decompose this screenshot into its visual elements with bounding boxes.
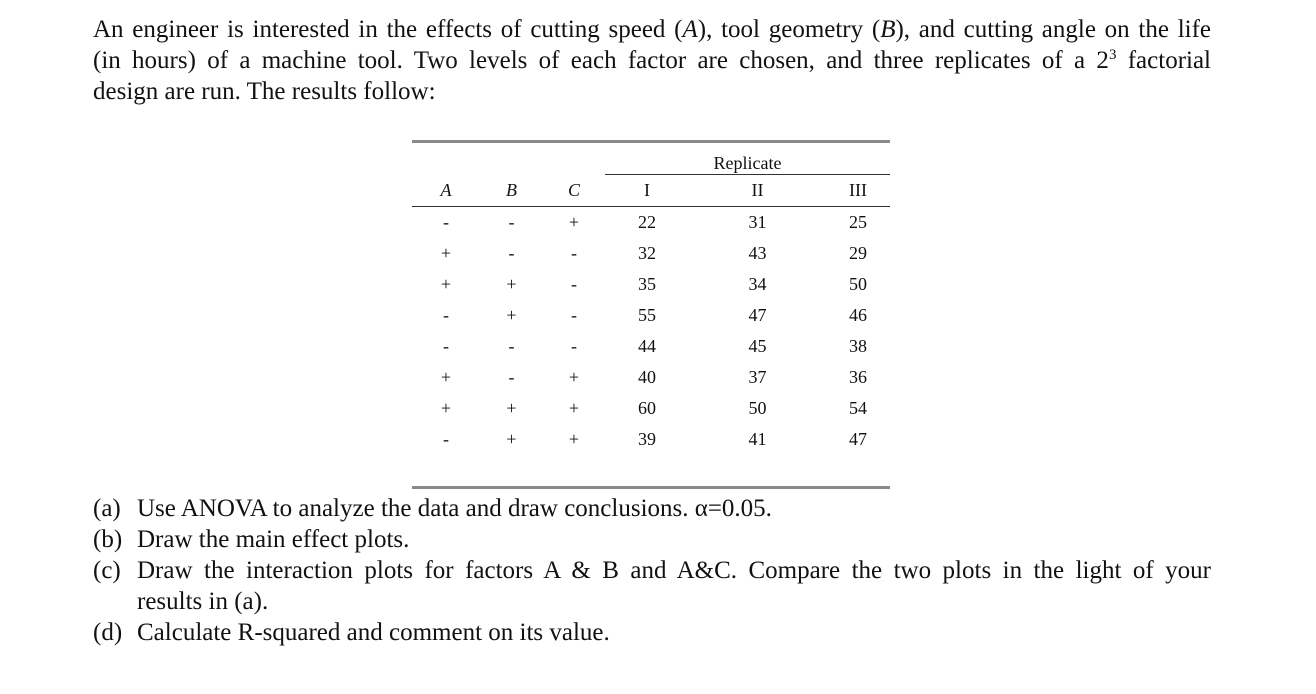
replicate-1-value: 22 bbox=[638, 212, 656, 232]
table-row bbox=[412, 300, 890, 331]
replicate-2-value: 41 bbox=[748, 429, 767, 449]
factor-c-level: + bbox=[568, 212, 580, 232]
question-text-line-1: Draw the interaction plots for factors A & B and A&C. Compare the two plots in the light of your bbox=[137, 557, 1211, 584]
question-label: (a) bbox=[93, 495, 121, 522]
replicate-1-value: 32 bbox=[638, 243, 656, 263]
replicate-3-value: 25 bbox=[849, 212, 867, 232]
replicate-3-value: 50 bbox=[849, 274, 867, 294]
replicate-3-value: 29 bbox=[849, 243, 867, 263]
table-bottom-rule bbox=[412, 455, 890, 488]
problem-statement bbox=[93, 14, 1211, 107]
replicate-2-value: 34 bbox=[748, 274, 767, 294]
replicate-3-value: 54 bbox=[849, 398, 867, 418]
factor-a-level: - bbox=[443, 336, 449, 356]
table-row bbox=[412, 393, 890, 424]
column-header-replicate-3: III bbox=[826, 175, 890, 207]
column-header-c: C bbox=[543, 175, 605, 207]
problem-line-2: (in hours) of a machine tool. Two levels of each factor are chosen, and three replicates of a $2^3$ factorial bbox=[93, 47, 1212, 74]
replicate-header-row bbox=[412, 142, 890, 175]
replicate-3-value: 36 bbox=[849, 367, 867, 387]
factor-b-level: - bbox=[508, 243, 515, 263]
question-text-line-2: results in (a). bbox=[137, 588, 269, 615]
replicate-2-value: 43 bbox=[748, 243, 767, 263]
factor-c-level: - bbox=[571, 243, 577, 263]
factor-c-level: - bbox=[571, 305, 577, 325]
factor-a-level: - bbox=[443, 305, 449, 325]
question-text: Calculate R-squared and comment on its value. bbox=[137, 619, 610, 646]
factor-b-level: + bbox=[506, 429, 517, 449]
question-a bbox=[93, 493, 1211, 524]
column-header-replicate-1: I bbox=[605, 175, 689, 207]
column-header-replicate-2: II bbox=[689, 175, 826, 207]
replicate-2-value: 50 bbox=[748, 398, 767, 418]
factor-b-level: + bbox=[506, 305, 517, 325]
replicate-2-value: 45 bbox=[748, 336, 767, 356]
question-label: (d) bbox=[93, 619, 123, 646]
replicate-2-value: 31 bbox=[748, 212, 767, 232]
factor-a-level: - bbox=[443, 212, 449, 232]
results-table-wrapper bbox=[412, 140, 890, 489]
replicate-2-value: 37 bbox=[748, 367, 767, 387]
factor-a-level: + bbox=[440, 398, 452, 418]
replicate-1-value: 44 bbox=[638, 336, 656, 356]
factor-b-level: + bbox=[506, 274, 517, 294]
table-row bbox=[412, 269, 890, 300]
results-table bbox=[412, 140, 890, 489]
question-text bbox=[137, 555, 1211, 615]
factor-a-level: + bbox=[440, 367, 452, 387]
table-row bbox=[412, 207, 890, 239]
factor-a-level: - bbox=[443, 429, 449, 449]
question-list bbox=[93, 493, 1211, 648]
factor-c-level: - bbox=[571, 336, 577, 356]
replicate-header: Replicate bbox=[605, 142, 890, 175]
factor-b-level: + bbox=[506, 398, 517, 418]
question-text: Draw the main effect plots. bbox=[137, 526, 410, 553]
question-label: (c) bbox=[93, 557, 121, 584]
column-header-a: A bbox=[412, 175, 480, 207]
replicate-1-value: 35 bbox=[638, 274, 656, 294]
table-row bbox=[412, 238, 890, 269]
factor-b-level: - bbox=[508, 367, 515, 387]
replicate-3-value: 38 bbox=[849, 336, 867, 356]
factor-a-level: + bbox=[440, 243, 452, 263]
factor-a-level: + bbox=[440, 274, 452, 294]
problem-line-1: An engineer is interested in the effects of cutting speed (A), tool geometry (B), and cutting angle on the life bbox=[93, 16, 1212, 43]
factor-b-level: - bbox=[508, 212, 515, 232]
replicate-3-value: 46 bbox=[849, 305, 867, 325]
factor-c-level: - bbox=[571, 274, 577, 294]
column-header-b: B bbox=[480, 175, 543, 207]
replicate-1-value: 39 bbox=[638, 429, 656, 449]
table-row bbox=[412, 331, 890, 362]
factor-c-level: + bbox=[568, 398, 580, 418]
question-c bbox=[93, 555, 1211, 617]
factor-c-level: + bbox=[568, 429, 580, 449]
question-text: Use ANOVA to analyze the data and draw conclusions. α=0.05. bbox=[137, 495, 772, 522]
factor-c-level: + bbox=[568, 367, 580, 387]
replicate-1-value: 60 bbox=[638, 398, 656, 418]
question-d bbox=[93, 617, 1211, 648]
column-header-row bbox=[412, 175, 890, 207]
question-label: (b) bbox=[93, 526, 123, 553]
replicate-1-value: 55 bbox=[638, 305, 656, 325]
replicate-1-value: 40 bbox=[638, 367, 656, 387]
factor-b-level: - bbox=[508, 336, 515, 356]
question-b bbox=[93, 524, 1211, 555]
table-row bbox=[412, 362, 890, 393]
replicate-3-value: 47 bbox=[849, 429, 867, 449]
replicate-2-value: 47 bbox=[748, 305, 767, 325]
problem-line-3: design are run. The results follow: bbox=[93, 78, 436, 105]
table-row bbox=[412, 424, 890, 455]
